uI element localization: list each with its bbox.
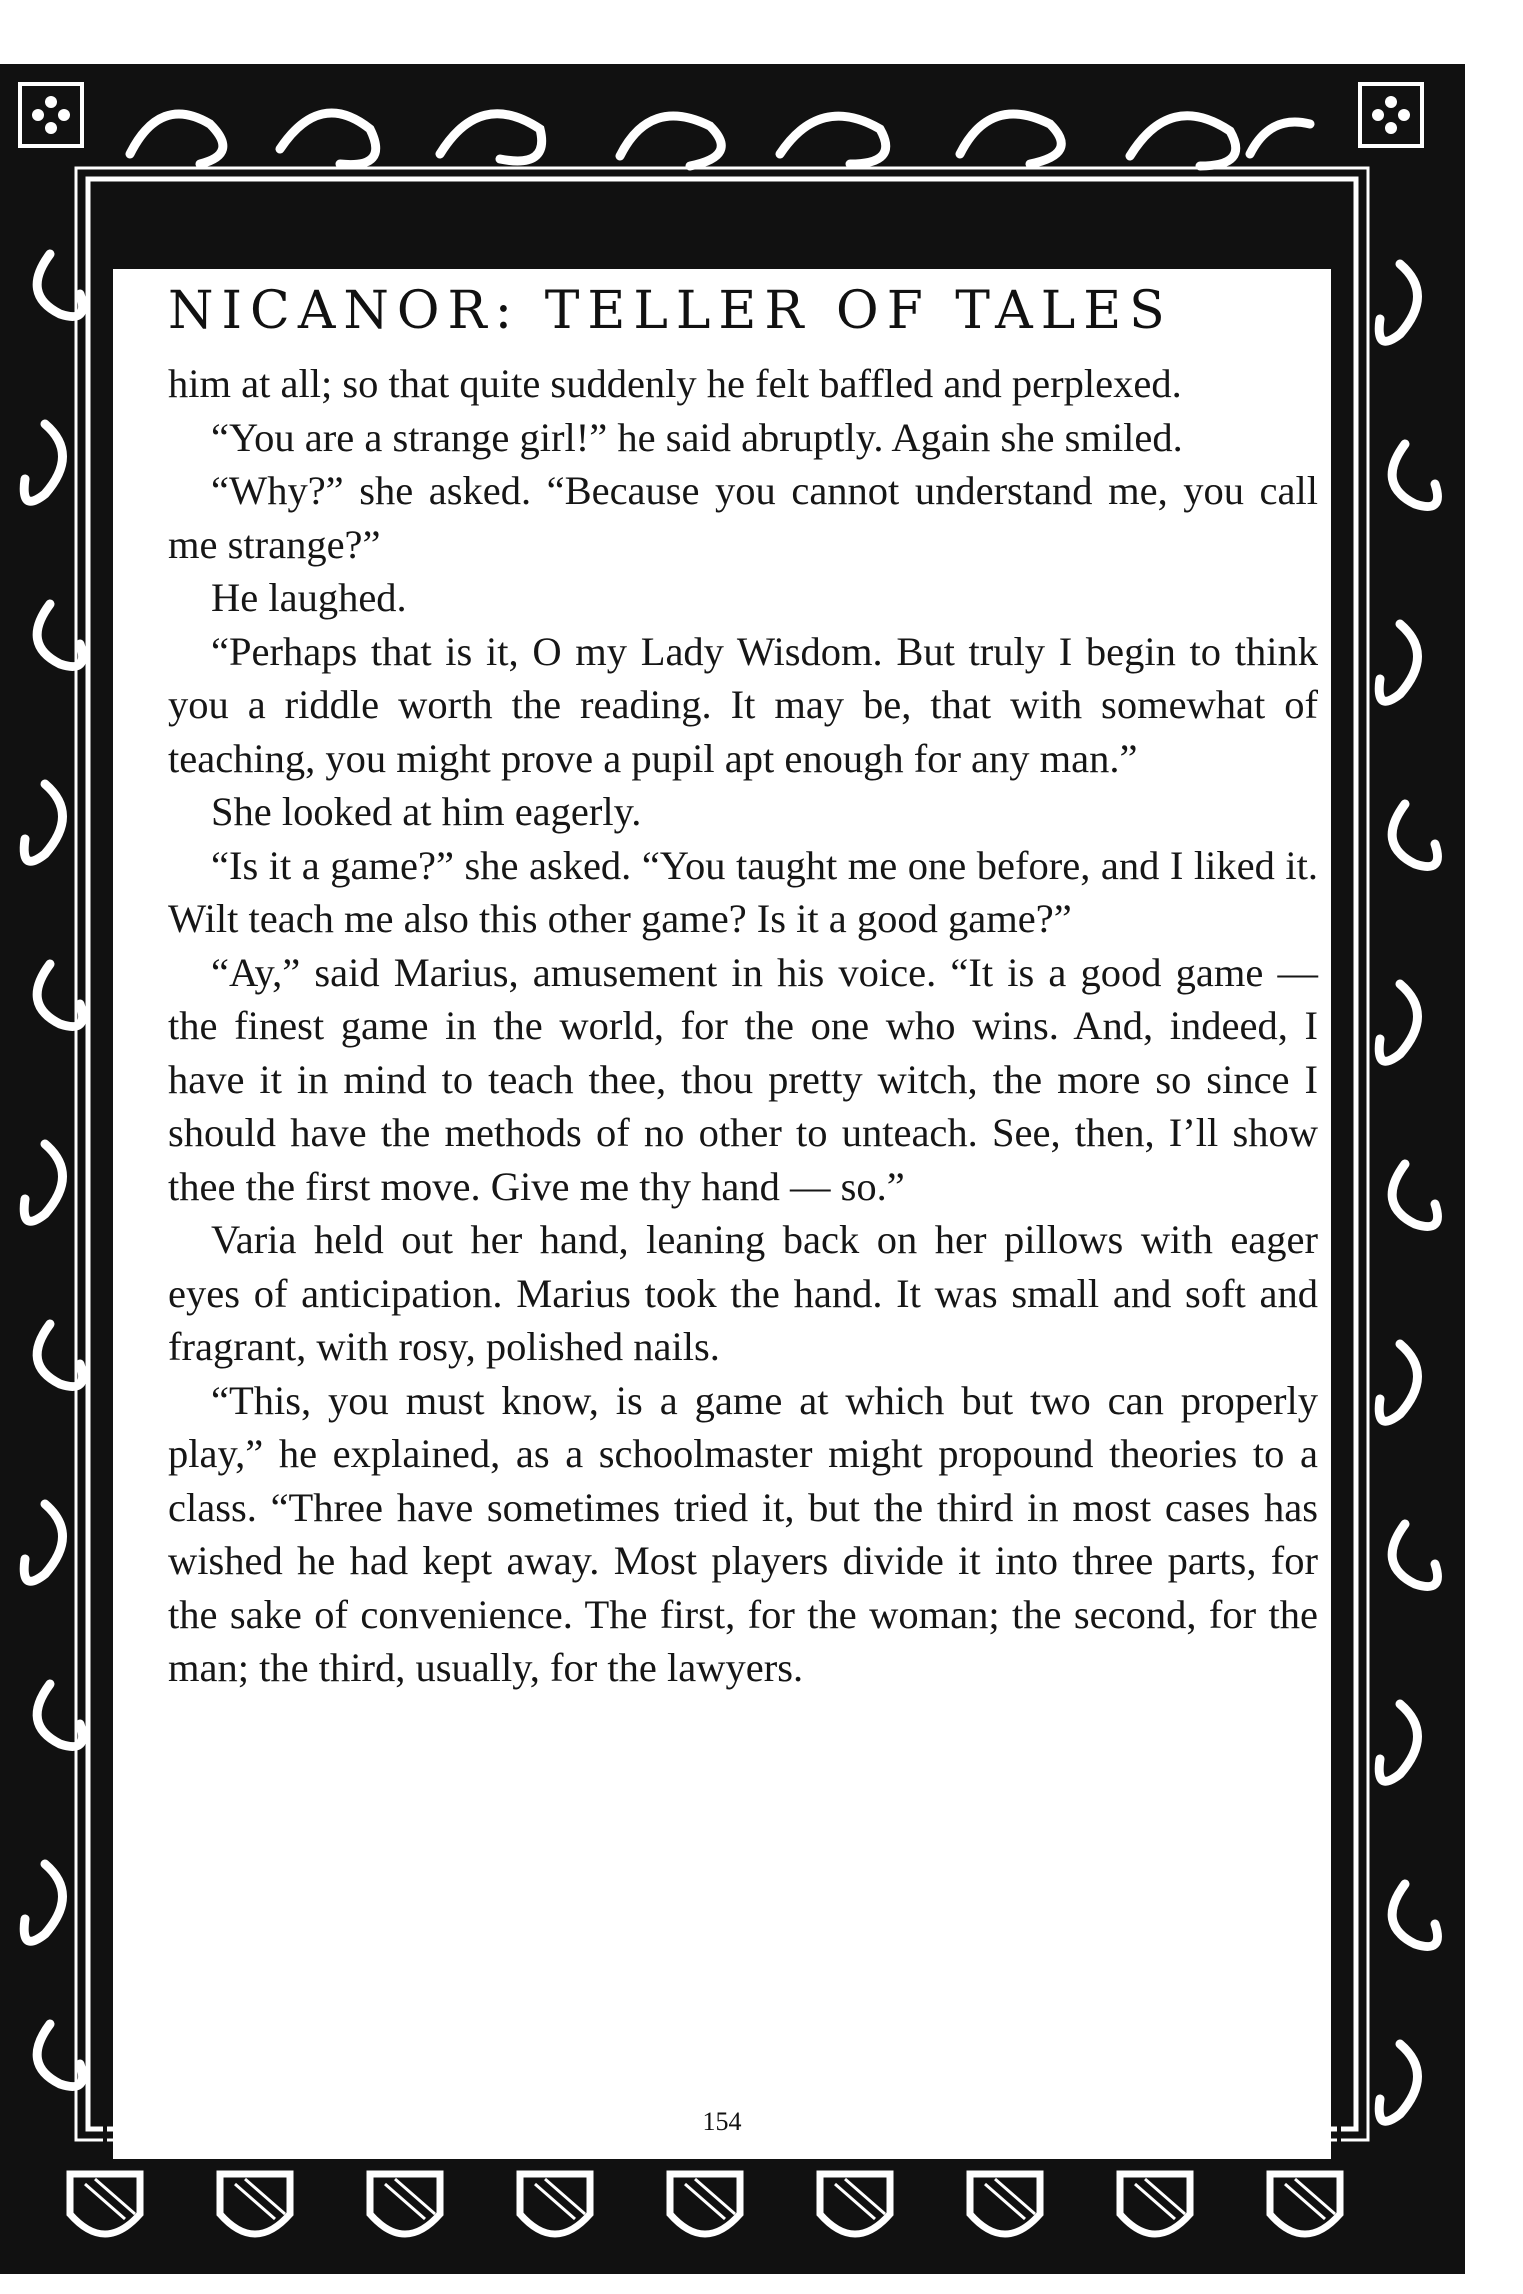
paragraph: “You are a strange girl!” he said abruptly. Again she smiled.: [211, 414, 1183, 460]
page-number: 154: [702, 2107, 742, 2136]
paragraph: Varia held out her hand, leaning back on her pillows with eager eyes of anticipation. Marius took the hand. It was small and soft and fragrant, with rosy, polished nails.: [168, 1217, 1318, 1369]
running-head: NICANOR: TELLER OF TALES: [168, 281, 1173, 341]
paragraph: “Perhaps that is it, O my Lady Wisdom. But truly I begin to think you a riddle worth the reading. It may be, that with somewhat of teaching, you might prove a pupil apt enough for any man.”: [168, 628, 1318, 781]
text-panel: [113, 269, 1331, 2159]
body-text: [168, 357, 1318, 1695]
paragraph: “This, you must know, is a game at which but two can properly play,” he explained, as a schoolmaster might propound theories to a class. “Three have sometimes tried it, but the third in most cases has wished he had kept away. Most players divide it into three parts, for the sake of convenience. The first, for the woman; the second, for the man; the third, usually, for the lawyers.: [168, 1377, 1318, 1690]
paragraph: him at all; so that quite suddenly he felt baffled and perplexed.: [168, 361, 1182, 406]
paragraph: “Why?” she asked. “Because you cannot understand me, you call me strange?”: [168, 468, 1318, 567]
paragraph: She looked at him eagerly.: [211, 789, 642, 834]
paragraph: “Ay,” said Marius, amusement in his voice. “It is a good game — the finest game in the world, for the one who wins. And, indeed, I have it in mind to teach thee, thou pretty witch, the more so since I should have the methods of no other to unteach. See, then, I’ll show thee the first move. Give me thy hand — so.”: [168, 949, 1318, 1209]
paragraph: He laughed.: [211, 575, 407, 620]
paragraph: “Is it a game?” she asked. “You taught me one before, and I liked it. Wilt teach me also this other game? Is it a good game?”: [168, 842, 1318, 941]
decorative-border: [0, 64, 1465, 2274]
